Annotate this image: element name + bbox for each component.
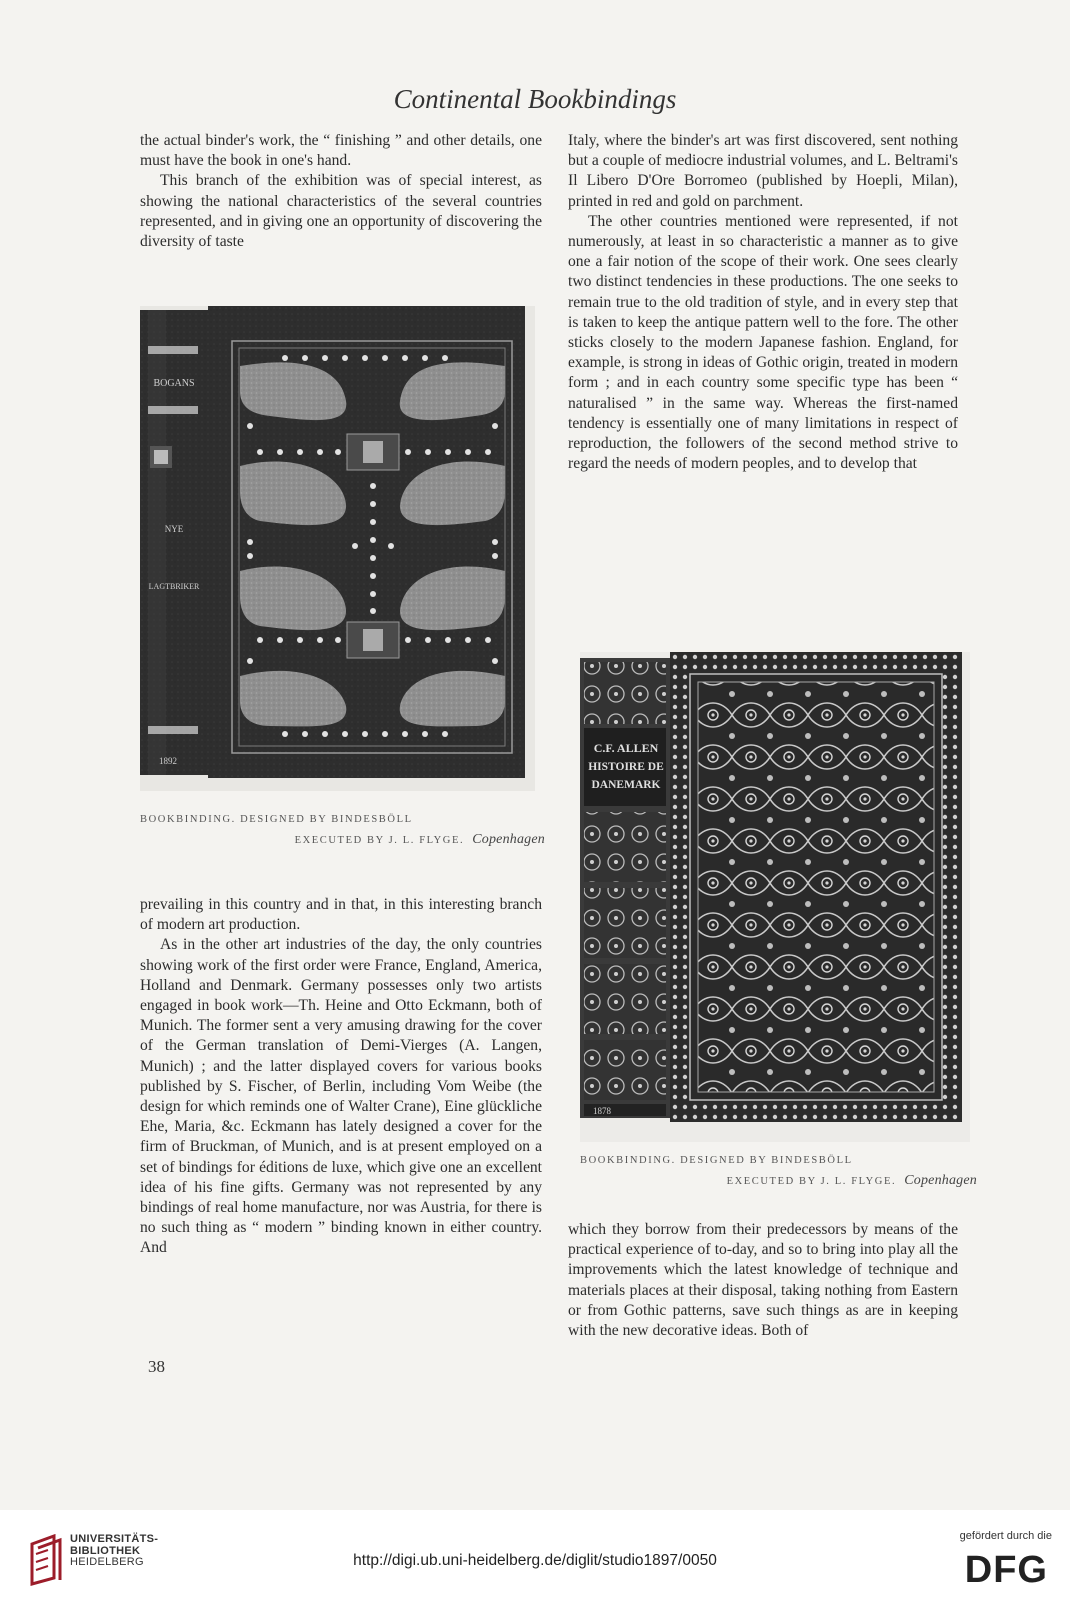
caption-line: BOOKBINDING. DESIGNED BY BINDESBÖLL — [580, 1155, 853, 1166]
spine-title-2: NYE — [164, 524, 184, 534]
spine-title-3: LAGTBRIKER — [148, 582, 200, 591]
text-column-left-top — [140, 131, 542, 252]
paragraph: The other countries mentioned were represented, if not numerously, at least in so characteristic a manner as to give one a fair notion of the scope of their work. One sees clearly two distinct tendencies in these productions. The one seeks to remain true to the old tradition of style, and in every step that is taken to keep the antique pattern well to the fore. The other sticks closely to the modern Japanese fashion. England, for example, is strong in ideas of Gothic origin, treated in modern form ; and in each country some specific type has been “ naturalised ” in the same way. Whereas the first-named tendency is essentially one of many limitations in respect of reproduction, the followers of the second method strive to regard the needs of modern peoples, and to develop that — [568, 212, 958, 473]
spine-year: 1892 — [159, 756, 177, 766]
figure-caption-1 — [140, 810, 545, 851]
caption-place: Copenhagen — [904, 1173, 977, 1188]
text-column-left-bottom — [140, 895, 542, 1259]
paragraph: the actual binder's work, the “ finishing ” and other details, one must have the book in one's hand. — [140, 132, 542, 170]
funding-note: gefördert durch die — [959, 1530, 1052, 1542]
paragraph: This branch of the exhibition was of special interest, as showing the national characteristics of the several countries represented, and in giving one an opportunity of discovering the diversity of taste — [140, 172, 542, 251]
paragraph: prevailing in this country and in that, in this interesting branch of modern art production. — [140, 896, 542, 934]
figure-caption-2 — [580, 1151, 977, 1192]
caption-line: EXECUTED BY J. L. FLYGE. Copenhagen — [726, 1173, 977, 1188]
text-column-right-top — [568, 131, 958, 474]
caption-place: Copenhagen — [472, 832, 545, 847]
spine-title-1: BOGANS — [153, 378, 195, 389]
spine-label-2: HISTOIRE DE — [588, 761, 664, 773]
paragraph: As in the other art industries of the day, the only countries showing work of the first order were France, England, America, Holland and Denmark. Germany possesses only two artists engaged in book work—Th. Heine and Otto Eckmann, both of Munich. The former sent a very amusing drawing for the cover of the German translation of Demi-Vierges (A. Langen, Munich) ; and the latter displayed covers for various books published by S. Fischer, of Berlin, including Vom Weibe (the design for which reminds one of Walter Crane), Eine glückliche Ehe, Maria, &c. Eckmann has lately designed a cover for the firm of Bruckman, of Munich, and is at present employed on a set of bindings for éditions de luxe, which give one an excellent idea of his fine gifts. Germany was not represented by any bindings of real home manufacture, nor was Austria, for there is no such thing as “ modern ” binding known in either country. And — [140, 936, 542, 1257]
funder-logo: DFG — [964, 1549, 1048, 1591]
bookbinding-image-2 — [580, 652, 970, 1142]
running-title: Continental Bookbindings — [393, 84, 677, 114]
caption-line: BOOKBINDING. DESIGNED BY BINDESBÖLL — [140, 814, 413, 825]
spine-label-3: DANEMARK — [591, 779, 661, 791]
spine-year: 1878 — [593, 1106, 611, 1116]
institution-name: UNIVERSITÄTS- BIBLIOTHEK HEIDELBERG — [70, 1533, 159, 1568]
caption-line: EXECUTED BY J. L. FLYGE. Copenhagen — [294, 832, 545, 847]
paragraph: which they borrow from their predecessors by means of the practical experience of to-day, and so to bring into play all the improvements which the latest knowledge of technique and materials places at their disposal, taking nothing from Eastern or from Gothic patterns, save such things as are in keeping with the new decorative ideas. Both of — [568, 1221, 958, 1340]
page-number: 38 — [148, 1357, 165, 1376]
source-url-link[interactable]: http://digi.ub.uni-heidelberg.de/diglit/studio1897/0050 — [353, 1552, 717, 1569]
text-column-right-bottom — [568, 1220, 958, 1341]
bookbinding-image-1 — [140, 306, 535, 791]
spine-label-1: C.F. ALLEN — [593, 741, 659, 755]
repository-footer — [0, 1510, 1070, 1610]
paragraph: Italy, where the binder's art was first discovered, sent nothing but a couple of mediocre industrial volumes, and L. Beltrami's Il Libero D'Ore Borromeo (published by Hoepli, Milan), printed in red and gold on parchment. — [568, 132, 958, 210]
